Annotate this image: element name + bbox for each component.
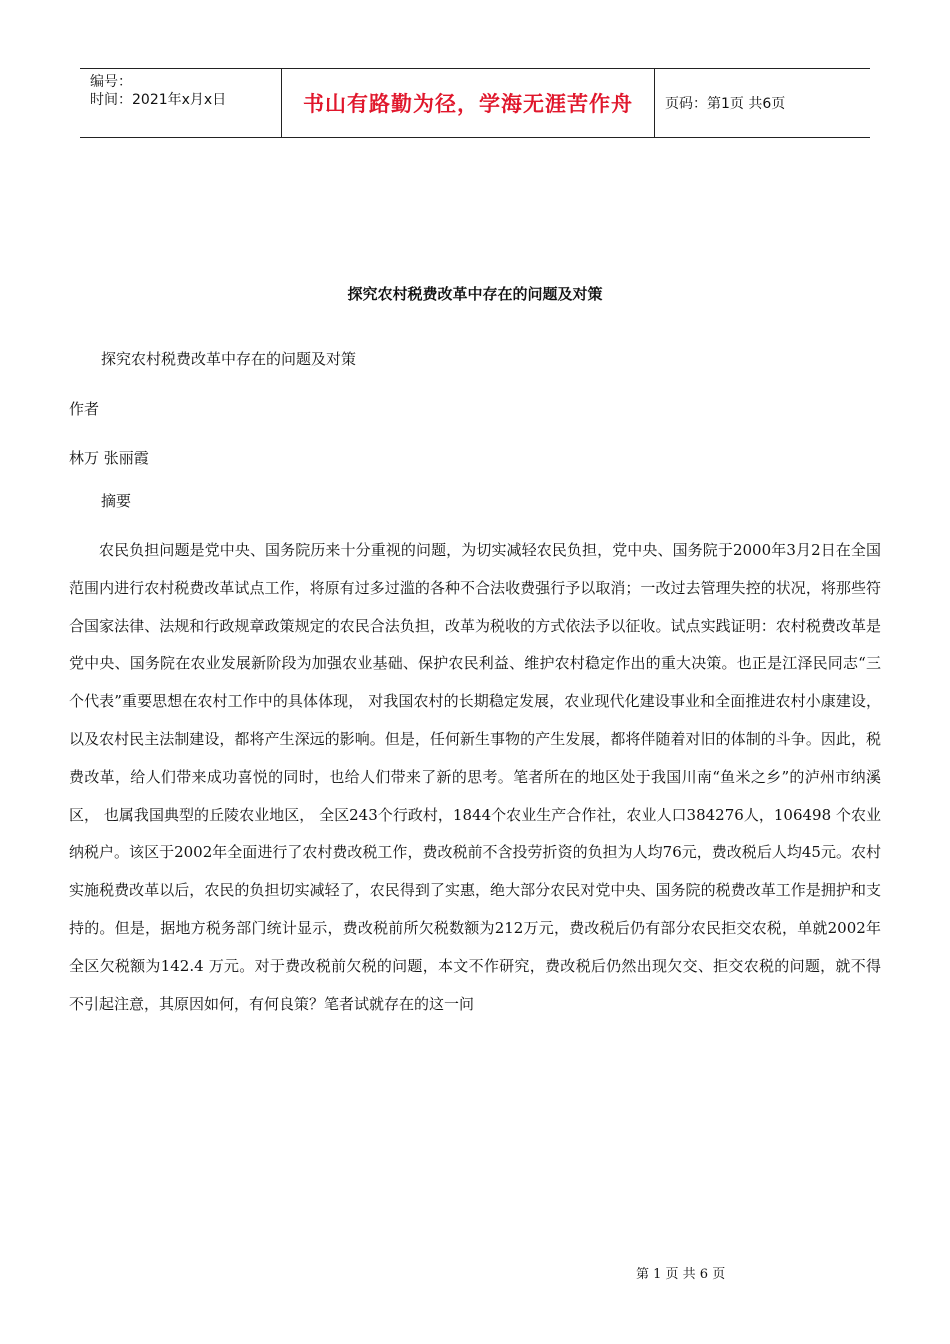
header-page-info: 页码：第1页 共6页: [665, 96, 786, 112]
document-title: 探究农村税费改革中存在的问题及对策: [347, 285, 603, 303]
page-header: [80, 68, 870, 138]
document-subtitle: 探究农村税费改革中存在的问题及对策: [101, 350, 357, 368]
header-motto-cell: [282, 69, 655, 137]
author-names: 林万 张丽霞: [69, 449, 149, 467]
page-footer: 第 1 页 共 6 页: [636, 1267, 726, 1282]
date-label: 时间：2021年x月x日: [90, 92, 227, 108]
number-label: 编号：: [90, 74, 132, 90]
motto-text: 书山有路勤为径，学海无涯苦作舟: [303, 92, 633, 116]
abstract-body: 农民负担问题是党中央、国务院历来十分重视的问题，为切实减轻农民负担，党中央、国务院于2000年3月2日在全国范围内进行农村税费改革试点工作，将原有过多过滥的各种不合法收费强行予以取消；一改过去管理失控的状况，将那些符合国家法律、法规和行政规章政策规定的农民合法负担，改革为税收的方式依法予以征收。试点实践证明：农村税费改革是党中央、国务院在农业发展新阶段为加强农业基础、保护农民利益、维护农村稳定作出的重大决策。也正是江泽民同志“三个代表”重要思想在农村工作中的具体体现， 对我国农村的长期稳定发展，农业现代化建设事业和全面推进农村小康建设，以及农村民主法制建设，都将产生深远的影响。但是，任何新生事物的产生发展，都将伴随着对旧的体制的斗争。因此，税费改革，给人们带来成功喜悦的同时，也给人们带来了新的思考。笔者所在的地区处于我国川南“鱼米之乡”的泸州市纳溪区， 也属我国典型的丘陵农业地区， 全区243个行政村，1844个农业生产合作社，农业人口384276人，106498 个农业纳税户。该区于2002年全面进行了农村费改税工作，费改税前不含投劳折资的负担为人均76元，费改税后人均45元。农村实施税费改革以后，农民的负担切实减轻了，农民得到了实惠，绝大部分农民对党中央、国务院的税费改革工作是拥护和支持的。但是，据地方税务部门统计显示，费改税前所欠税数额为212万元，费改税后仍有部分农民拒交农税，单就2002年全区欠税额为142.4 万元。对于费改税前欠税的问题，本文不作研究，费改税后仍然出现欠交、拒交农税的问题，就不得不引起注意，其原因如何，有何良策？笔者试就存在的这一问: [69, 541, 881, 1013]
abstract-label: 摘要: [101, 492, 132, 510]
header-meta: [80, 69, 282, 137]
author-label: 作者: [69, 400, 100, 418]
